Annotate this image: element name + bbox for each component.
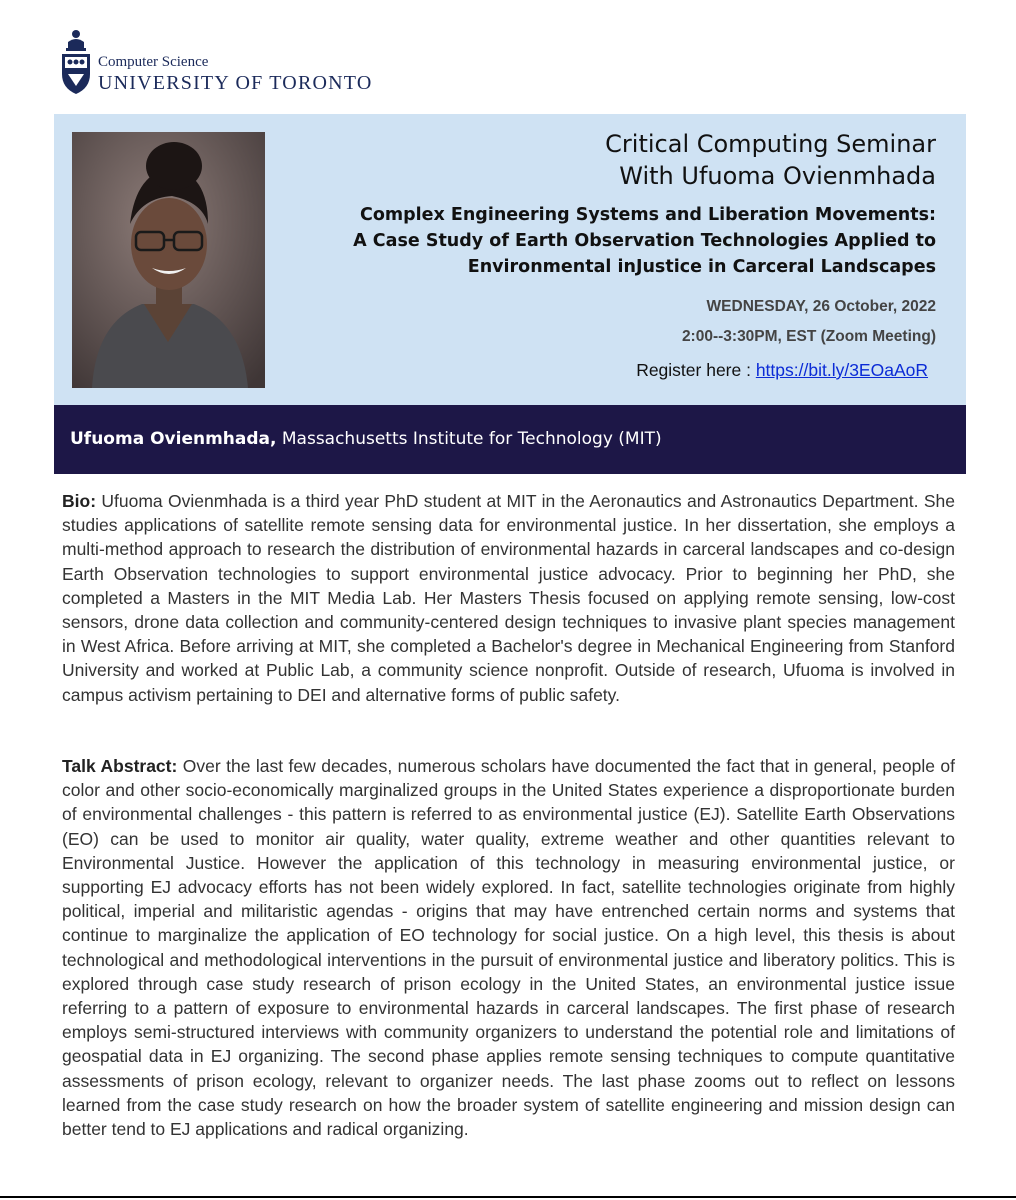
university-crest-icon [58,28,94,96]
department-name: Computer Science [98,54,209,70]
register-link[interactable]: https://bit.ly/3EOaAoR [755,360,928,380]
abstract-text: Over the last few decades, numerous scholars have documented the fact that in general, people of color and other socio-economically marginalized groups in the United States experience a disproportionate burden of environmental challenges - this pattern is referred to as environmental justice (EJ). Satellite Earth Observations (EO) can be used to monitor air quality, water quality, extreme weather and other quantities relevant to Environmental Justice. However the application of this technology in measuring environmental justice, or supporting EJ advocacy efforts has not been widely explored. In fact, satellite technologies originate from highly political, imperial and militaristic agendas - origins that may have entrenched certain norms and systems that continue to marginalize the application of EO technology for social justice. On a high level, this thesis is about technological and methodological interventions in the pursuit of environmental justice and liberatory politics. This is explored through case study research of prison ecology in the United States, an environmental justice issue referring to a pattern of exposure to environmental hazards in carceral landscapes. The first phase of research employs semi-structured interviews with community organizers to understand the potential role and limitations of geospatial data in EJ organizing. The second phase applies remote sensing techniques to compute quantitative assessments of prison ecology, relevant to organizer needs. The last phase zooms out to reflect on lessons learned from the case study research on how the broader system of satellite engineering and mission design can better tend to EJ applications and radical organizing. [62,756,956,1140]
register-label: Register here : [636,360,756,380]
abstract-paragraph [62,754,955,1141]
event-time: 2:00--3:30PM, EST (Zoom Meeting) [681,328,936,345]
abstract-label: Talk Abstract: [62,756,178,776]
speaker-name: Ufuoma Ovienmhada, [70,429,277,449]
talk-title: Complex Engineering Systems and Liberation Movements: A Case Study of Earth Observation Technologies Applied to Environmental inJustice in Carceral Landscapes [353,205,936,277]
bio-text: Ufuoma Ovienmhada is a third year PhD student at MIT in the Aeronautics and Astronautics Department. She studies applications of satellite remote sensing data for environmental justice. In her dissertation, she employs a multi-method approach to research the distribution of environmental hazards in carceral landscapes and co-design Earth Observation technologies to support environmental justice advocacy. Prior to beginning her PhD, she completed a Masters in the MIT Media Lab. Her Masters Thesis focused on applying remote sensing, low-cost sensors, drone data collection and community-centered design techniques to invasive plant species management in West Africa. Before arriving at MIT, she completed a Bachelor's degree in Mechanical Engineering from Stanford University and worked at Public Lab, a community science nonprofit. Outside of research, Ufuoma is involved in campus activism pertaining to DEI and alternative forms of public safety. [62,491,955,705]
bio-label: Bio: [62,491,97,511]
register-line [296,356,936,384]
speaker-photo [72,132,265,388]
page-divider [0,1196,1016,1198]
event-header-panel [54,114,966,405]
event-date: WEDNESDAY, 26 October, 2022 [706,298,936,315]
speaker-affiliation: Massachusetts Institute for Technology (MIT) [276,429,662,449]
bio-paragraph [62,489,955,707]
university-name: UNIVERSITY OF TORONTO [98,72,373,94]
speaker-banner [54,405,966,474]
university-logo [58,28,398,98]
seminar-title: Critical Computing Seminar With Ufuoma Ovienmhada [605,130,936,190]
